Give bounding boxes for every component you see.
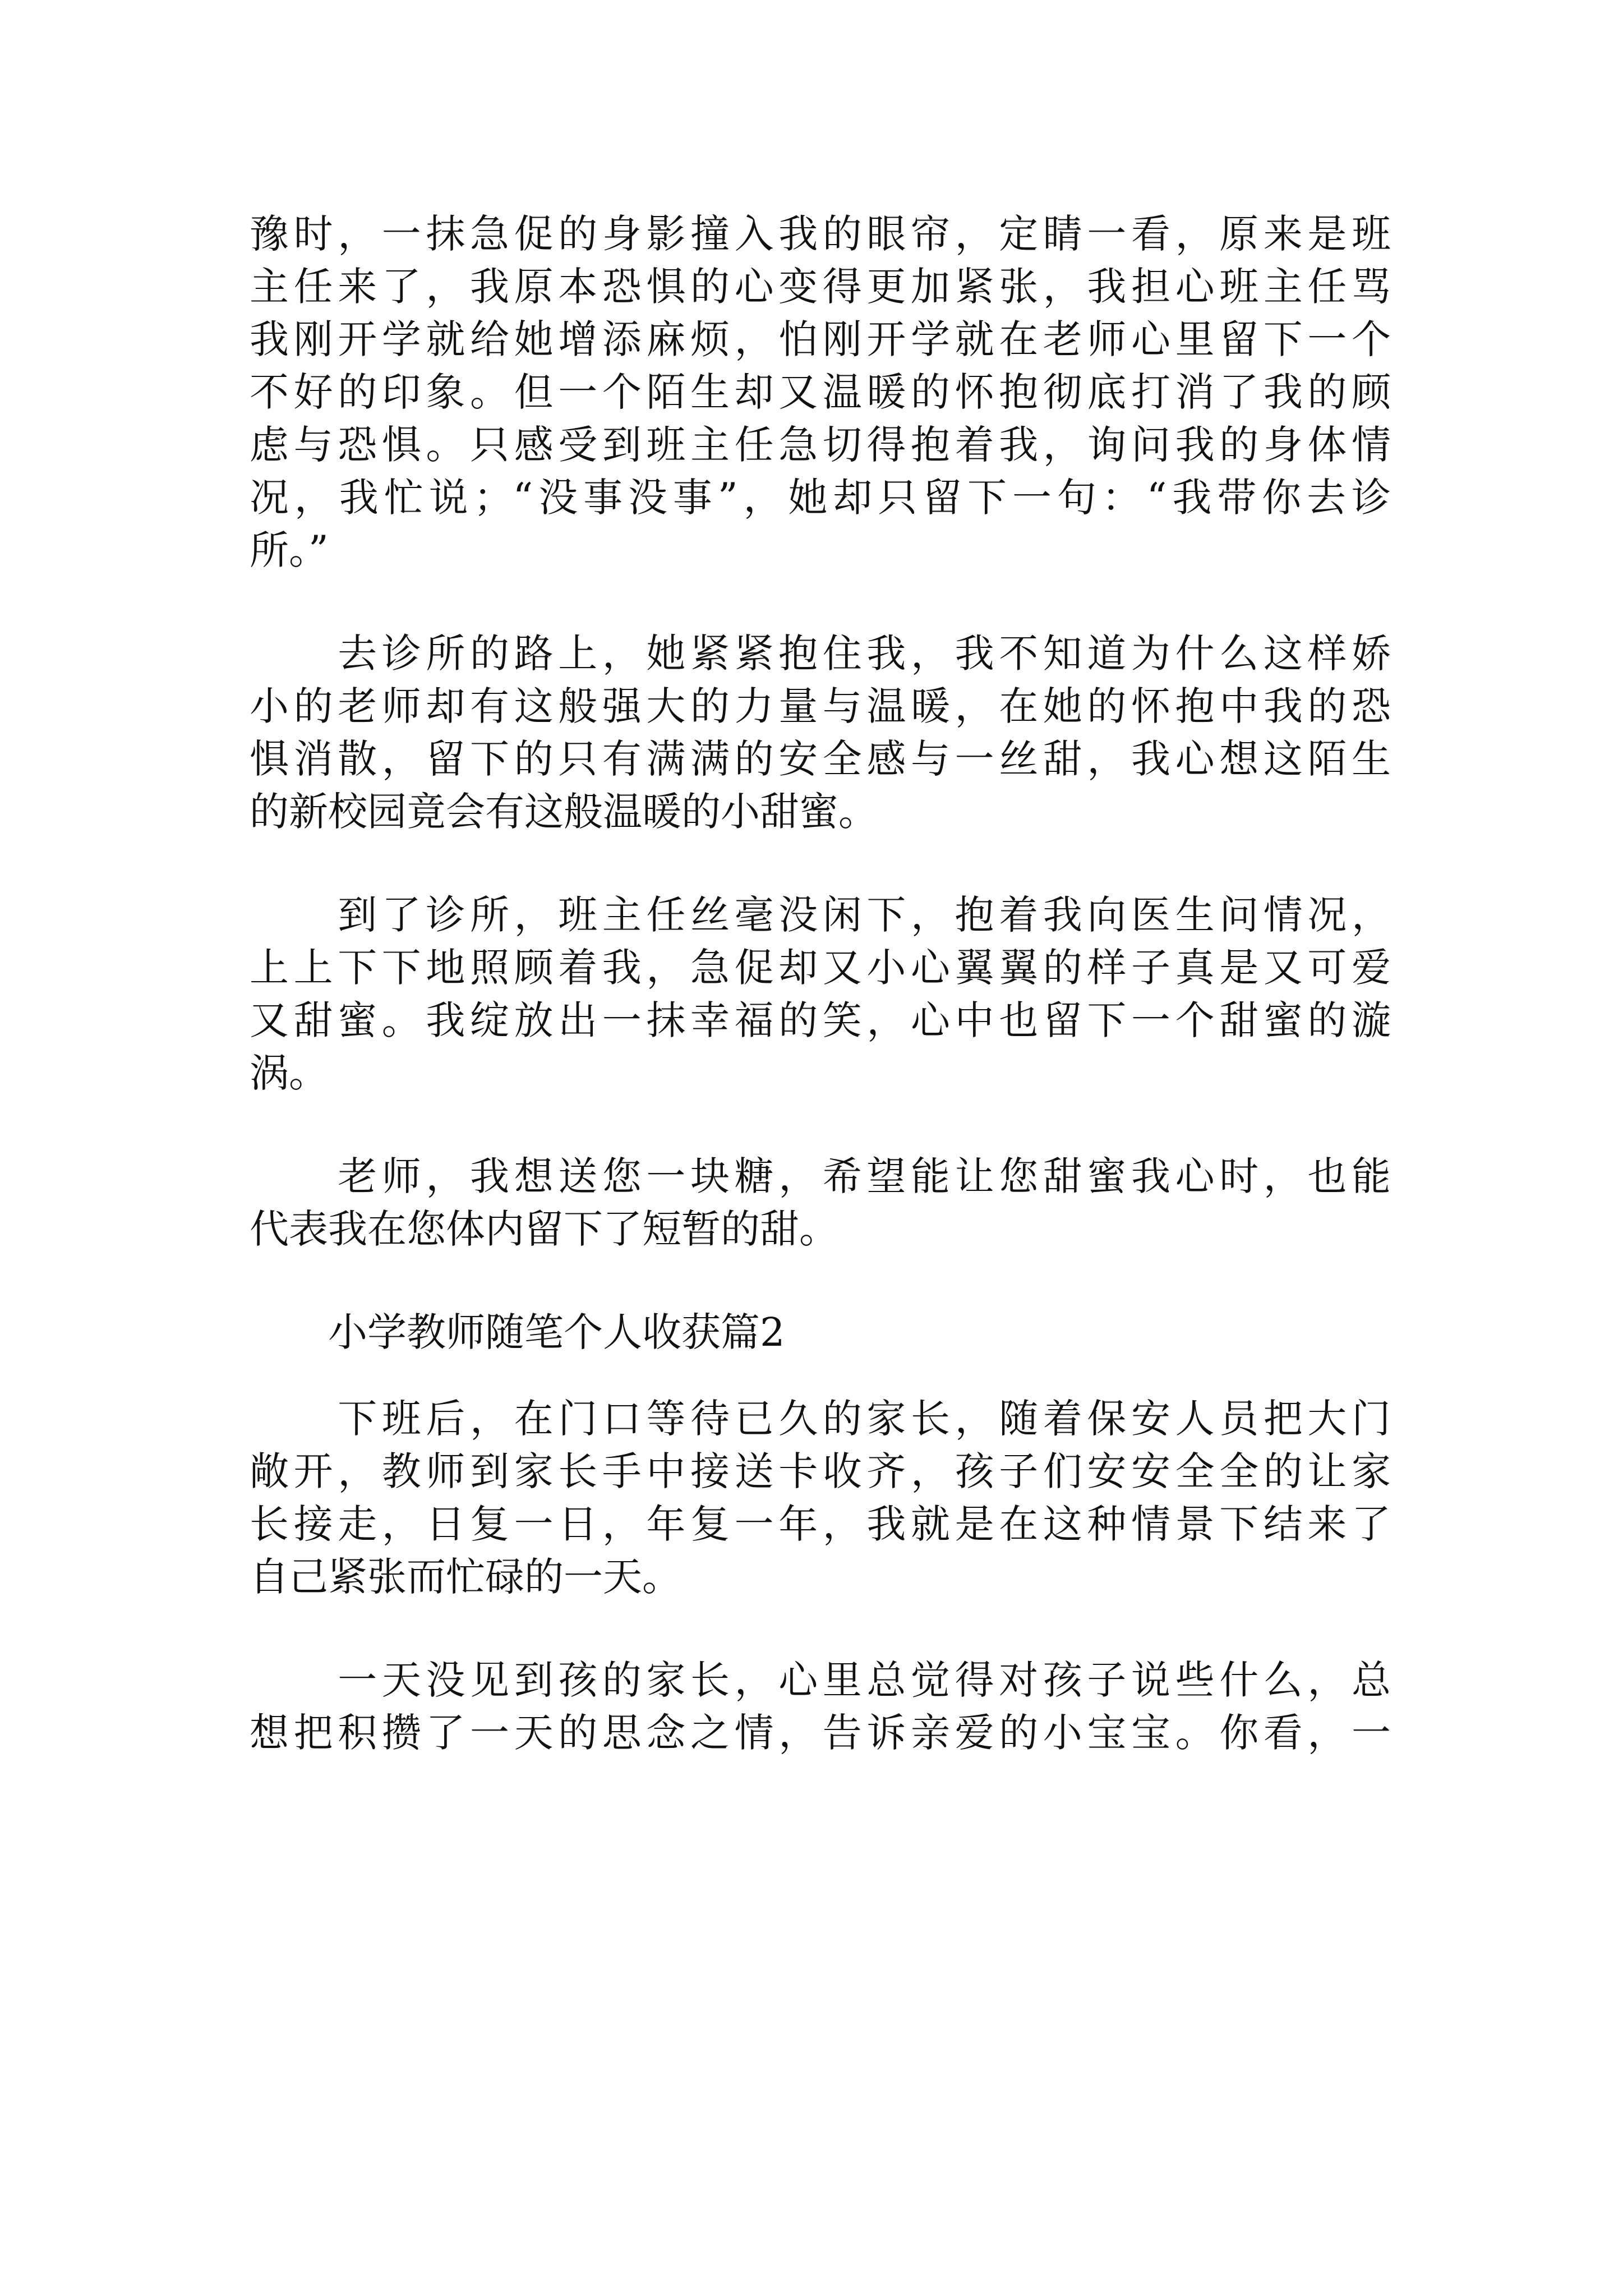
text-line: 上上下下地照顾着我，急促却又小心翼翼的样子真是又可爱 [250, 945, 1391, 991]
text-line: 去诊所的路上，她紧紧抱住我，我不知道为什么这样娇 [250, 631, 1391, 677]
text-line: 长接走，日复一日，年复一年，我就是在这种情景下结来了 [250, 1501, 1391, 1547]
text-line: 代表我在您体内留下了短暂的甜。 [250, 1206, 838, 1252]
text-line: 到了诊所，班主任丝毫没闲下，抱着我向医生问情况， [250, 892, 1391, 938]
text-line: 况，我忙说；“没事没事”，她却只留下一句：“我带你去诊 [250, 475, 1391, 521]
text-line: 敞开，教师到家长手中接送卡收齐，孩子们安安全全的让家 [250, 1448, 1391, 1494]
text-line: 下班后，在门口等待已久的家长，随着保安人员把大门 [250, 1396, 1391, 1442]
text-line: 想把积攒了一天的思念之情，告诉亲爱的小宝宝。你看，一 [250, 1710, 1391, 1756]
text-line: 老师，我想送您一块糖，希望能让您甜蜜我心时，也能 [250, 1153, 1391, 1199]
text-line: 又甜蜜。我绽放出一抹幸福的笑，心中也留下一个甜蜜的漩 [250, 997, 1391, 1043]
text-line: 所。” [250, 527, 329, 573]
text-line: 一天没见到孩的家长，心里总觉得对孩子说些什么，总 [250, 1657, 1391, 1703]
text-line: 我刚开学就给她增添麻烦，怕刚开学就在老师心里留下一个 [250, 316, 1391, 362]
text-line: 豫时，一抹急促的身影撞入我的眼帘，定睛一看，原来是班 [250, 211, 1391, 257]
document-body [250, 208, 1391, 1759]
text-line: 不好的印象。但一个陌生却又温暖的怀抱彻底打消了我的顾 [250, 369, 1391, 415]
section-heading: 小学教师随笔个人收获篇2 [250, 1309, 785, 1355]
text-line: 的新校园竟会有这般温暖的小甜蜜。 [250, 789, 878, 835]
text-line: 虑与恐惧。只感受到班主任急切得抱着我，询问我的身体情 [250, 422, 1391, 468]
text-line: 主任来了，我原本恐惧的心变得更加紧张，我担心班主任骂 [250, 264, 1391, 310]
text-line: 自己紧张而忙碌的一天。 [250, 1554, 681, 1600]
text-line: 小的老师却有这般强大的力量与温暖，在她的怀抱中我的恐 [250, 683, 1391, 729]
text-line: 惧消散，留下的只有满满的安全感与一丝甜，我心想这陌生 [250, 736, 1391, 782]
text-line: 涡。 [250, 1050, 328, 1096]
